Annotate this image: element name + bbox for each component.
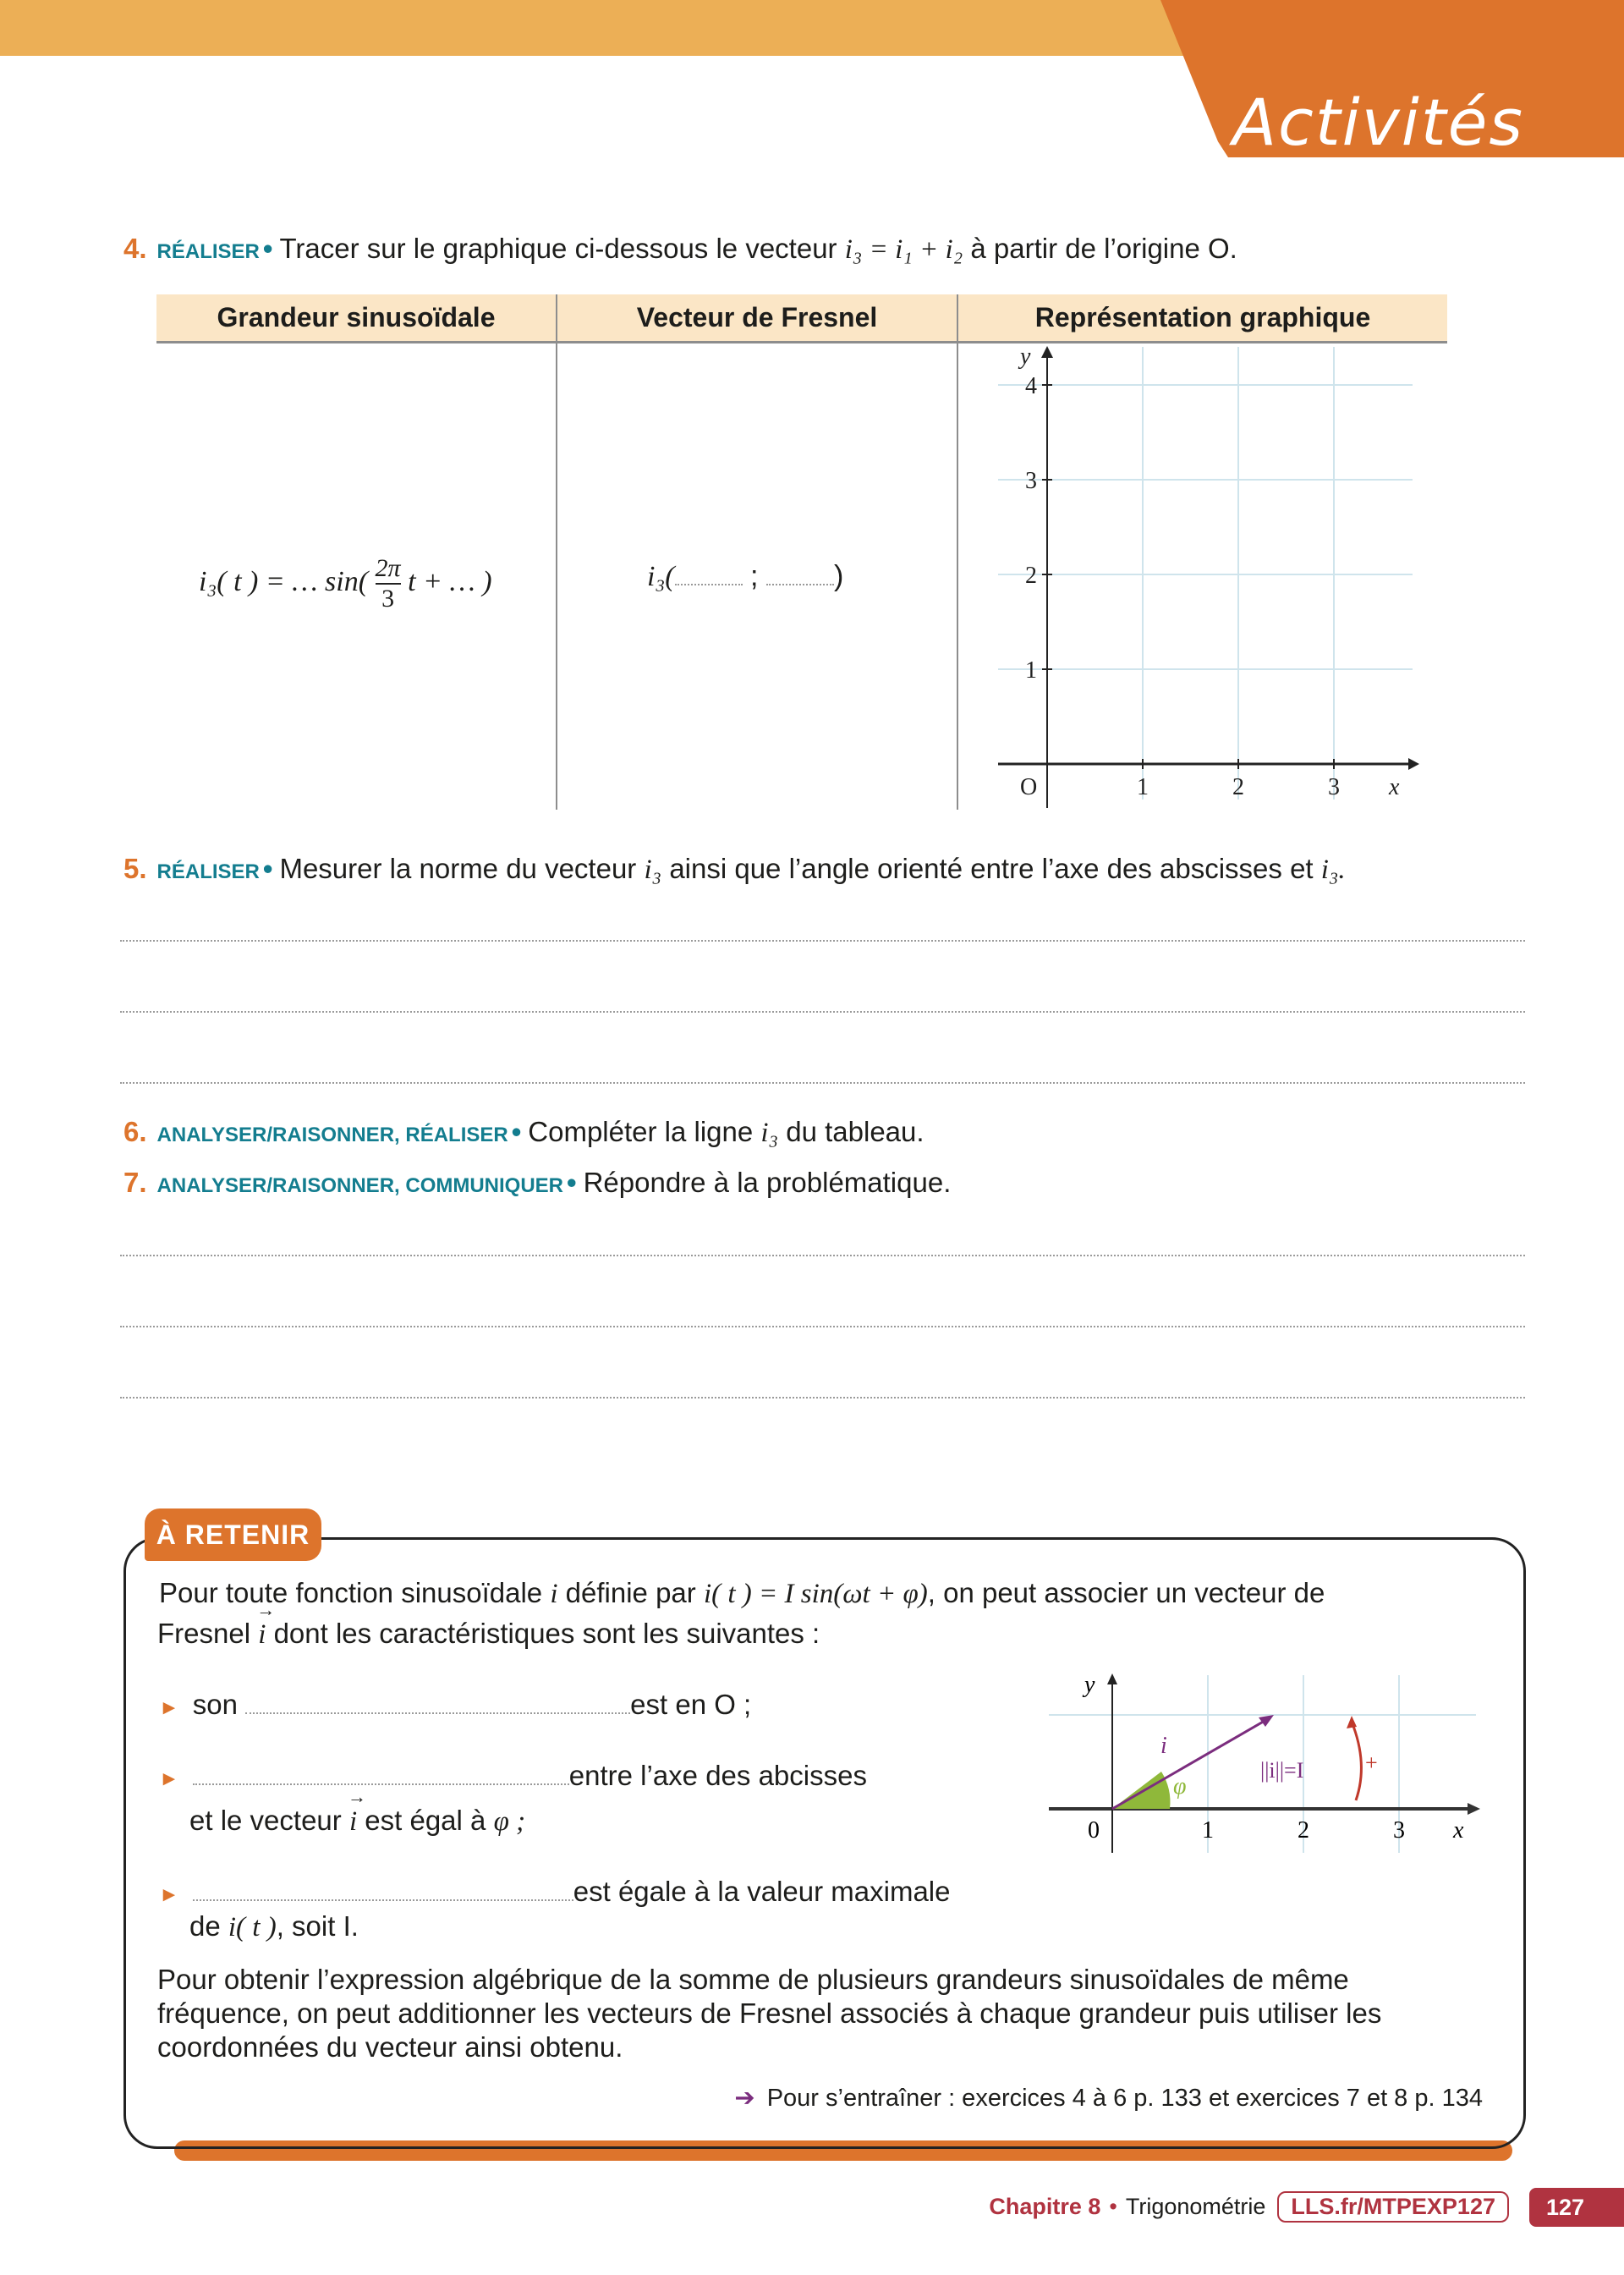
- fresnel-graph[interactable]: [981, 343, 1421, 808]
- x-tick: 3: [1393, 1817, 1405, 1844]
- answer-line[interactable]: [120, 1011, 1525, 1013]
- answer-line[interactable]: [120, 1397, 1525, 1399]
- i3-vector-coords[interactable]: [647, 560, 843, 593]
- y-tick: 3: [1025, 468, 1037, 494]
- question-number: 6.: [123, 1116, 147, 1147]
- question-text-end: à partir de l’origine O.: [970, 233, 1237, 264]
- vector-arrowhead-icon: [1259, 1715, 1274, 1727]
- page-number: 127: [1529, 2188, 1624, 2227]
- x-arrow-icon: [1468, 1803, 1480, 1815]
- arrow-right-icon: ➔: [734, 2085, 755, 2112]
- link-text: Pour s’entraîner : exercices 4 à 6 p. 133 et exercices 7 et 8 p. 134: [766, 2085, 1483, 2112]
- text: définie par: [565, 1577, 696, 1608]
- question-text: Répondre à la problématique.: [583, 1167, 952, 1198]
- bullet-2: [159, 1760, 867, 1792]
- separator: ;: [750, 560, 759, 592]
- question-text: Mesurer la norme du vecteur: [279, 853, 637, 884]
- text: est égale à la valeur maximale: [573, 1876, 951, 1907]
- bullet-icon: ►: [159, 1696, 179, 1719]
- fraction: [376, 554, 401, 613]
- skill-label: RÉALISER: [156, 860, 260, 883]
- text: et le vecteur: [189, 1805, 342, 1836]
- text: de: [189, 1910, 221, 1942]
- section-title: Activités: [1232, 85, 1524, 160]
- blank-field[interactable]: [245, 1712, 630, 1714]
- header-representation: Représentation graphique: [957, 294, 1447, 343]
- bullet-3-cont: [189, 1910, 359, 1943]
- retenir-para2: [157, 1963, 1381, 2064]
- bullet-icon: ►: [159, 1767, 179, 1790]
- y-tick: 2: [1025, 563, 1037, 589]
- y-arrow-icon: [1107, 1673, 1117, 1684]
- retenir-title: À RETENIR: [145, 1508, 321, 1561]
- question-5: 5. RÉALISER • Mesurer la norme du vecteur i₃ ainsi que l’angle orienté entre l’axe des abscisses et i₃.: [123, 853, 1346, 885]
- question-text: Tracer sur le graphique ci-dessous le vecteur: [279, 233, 837, 264]
- online-link[interactable]: LLS.fr/MTPEXP127: [1277, 2191, 1509, 2223]
- text: Pour toute fonction sinusoïdale: [159, 1577, 543, 1608]
- x-tick: 2: [1232, 774, 1244, 800]
- text: est en O ;: [630, 1689, 752, 1720]
- x-tick: 1: [1137, 774, 1149, 800]
- answer-line[interactable]: [120, 1326, 1525, 1327]
- vector-i3: i₃: [644, 854, 662, 885]
- text: Fresnel: [157, 1618, 251, 1649]
- question-number: 5.: [123, 853, 147, 884]
- question-number: 7.: [123, 1167, 147, 1198]
- vector-i: → i: [349, 1806, 357, 1838]
- bullet-2-cont: [189, 1805, 525, 1838]
- vector-i3-end: i₃.: [1320, 854, 1346, 885]
- header-vecteur: Vecteur de Fresnel: [557, 294, 957, 343]
- rotation-arrowhead-icon: [1347, 1716, 1357, 1728]
- text: , on peut associer un vecteur de: [927, 1577, 1325, 1608]
- y-label: y: [1020, 343, 1031, 370]
- rotation-arrow: [1352, 1722, 1361, 1800]
- formula-left: i₃( t ) = … sin(: [199, 565, 369, 597]
- para-line: coordonnées du vecteur ainsi obtenu.: [157, 2031, 623, 2063]
- i-of-t: i( t ): [228, 1912, 277, 1943]
- question-text: Compléter la ligne: [528, 1116, 754, 1147]
- close-paren: ): [833, 560, 844, 592]
- x-tick: 3: [1328, 774, 1340, 800]
- exercise-link[interactable]: [734, 2083, 1483, 2113]
- separator: •: [1109, 2194, 1117, 2219]
- text: entre l’axe des abcisses: [568, 1760, 867, 1791]
- question-text-mid: ainsi que l’angle orienté entre l’axe des abscisses et: [669, 853, 1314, 884]
- skill-label: RÉALISER: [156, 240, 260, 263]
- y-tick: 4: [1025, 373, 1037, 399]
- question-6: 6. ANALYSER/RAISONNER, RÉALISER • Compléter la ligne i₃ du tableau.: [123, 1116, 924, 1148]
- answer-line[interactable]: [120, 1082, 1525, 1084]
- question-7: 7. ANALYSER/RAISONNER, COMMUNIQUER • Répondre à la problématique.: [123, 1167, 952, 1198]
- retenir-intro-line2: [157, 1618, 820, 1651]
- x-label: x: [1453, 1817, 1464, 1844]
- text: dont les caractéristiques sont les suivantes :: [273, 1618, 820, 1649]
- retenir-intro-line1: [159, 1577, 1325, 1610]
- x-arrow-icon: [1408, 758, 1419, 770]
- fraction-numerator: 2π: [376, 554, 401, 585]
- y-label: y: [1084, 1672, 1095, 1698]
- phi-label: φ: [1173, 1773, 1187, 1800]
- variable-i3: i₃: [760, 1118, 779, 1148]
- text: est égal à: [365, 1805, 486, 1836]
- y-arrow-icon: [1041, 346, 1053, 358]
- vector-i: → i: [258, 1619, 266, 1651]
- para-line: Pour obtenir l’expression algébrique de la somme de plusieurs grandeurs sinusoïdales de même: [157, 1964, 1349, 1995]
- text: , soit I.: [276, 1910, 359, 1942]
- sin-equation: i( t ) = I sin(ωt + φ): [703, 1579, 928, 1609]
- answer-line[interactable]: [120, 940, 1525, 942]
- x-tick: 2: [1298, 1817, 1309, 1844]
- skill-label: ANALYSER/RAISONNER, RÉALISER: [156, 1124, 508, 1146]
- origin-label: O: [1020, 774, 1038, 800]
- retenir-graph: [1049, 1671, 1489, 1853]
- var-i: i: [550, 1579, 558, 1609]
- norm-label: ||i||=I: [1260, 1758, 1304, 1783]
- i3-formula: [199, 554, 492, 613]
- vector-label: i₃(: [647, 561, 675, 592]
- grid: [998, 347, 1413, 800]
- footer: [989, 2191, 1509, 2223]
- vector-i-arrow: [1112, 1717, 1270, 1809]
- question-number: 4.: [123, 233, 147, 264]
- phi: φ ;: [493, 1806, 526, 1837]
- origin-label: 0: [1088, 1817, 1100, 1844]
- x-label: x: [1389, 774, 1400, 800]
- chapter-label: Chapitre 8: [989, 2194, 1101, 2219]
- vector-i-label: i: [1160, 1733, 1167, 1759]
- question-4: 4. RÉALISER • Tracer sur le graphique ci-dessous le vecteur i₃ = i₁ + i₂ à partir de l’origine O.: [123, 233, 1237, 265]
- x-tick: 1: [1202, 1817, 1214, 1844]
- blank-field[interactable]: [193, 1899, 573, 1901]
- header-grandeur: Grandeur sinusoïdale: [156, 294, 557, 343]
- text: son: [192, 1689, 238, 1720]
- question-text-end: du tableau.: [786, 1116, 924, 1147]
- vector-equation: i₃ = i₁ + i₂: [844, 234, 963, 265]
- answer-line[interactable]: [120, 1255, 1525, 1256]
- fraction-denominator: 3: [381, 585, 395, 613]
- bullet-1: [159, 1689, 751, 1721]
- blank-field[interactable]: [193, 1783, 569, 1785]
- bullet-icon: ►: [159, 1883, 179, 1906]
- skill-label: ANALYSER/RAISONNER, COMMUNIQUER: [156, 1174, 564, 1197]
- plus-label: +: [1365, 1750, 1378, 1775]
- para-line: fréquence, on peut additionner les vecteurs de Fresnel associés à chaque grandeur puis utiliser les: [157, 1997, 1382, 2029]
- y-tick: 1: [1025, 657, 1037, 684]
- formula-right: t + … ): [408, 565, 492, 597]
- bullet-3: [159, 1876, 951, 1908]
- chapter-topic: Trigonométrie: [1125, 2194, 1266, 2219]
